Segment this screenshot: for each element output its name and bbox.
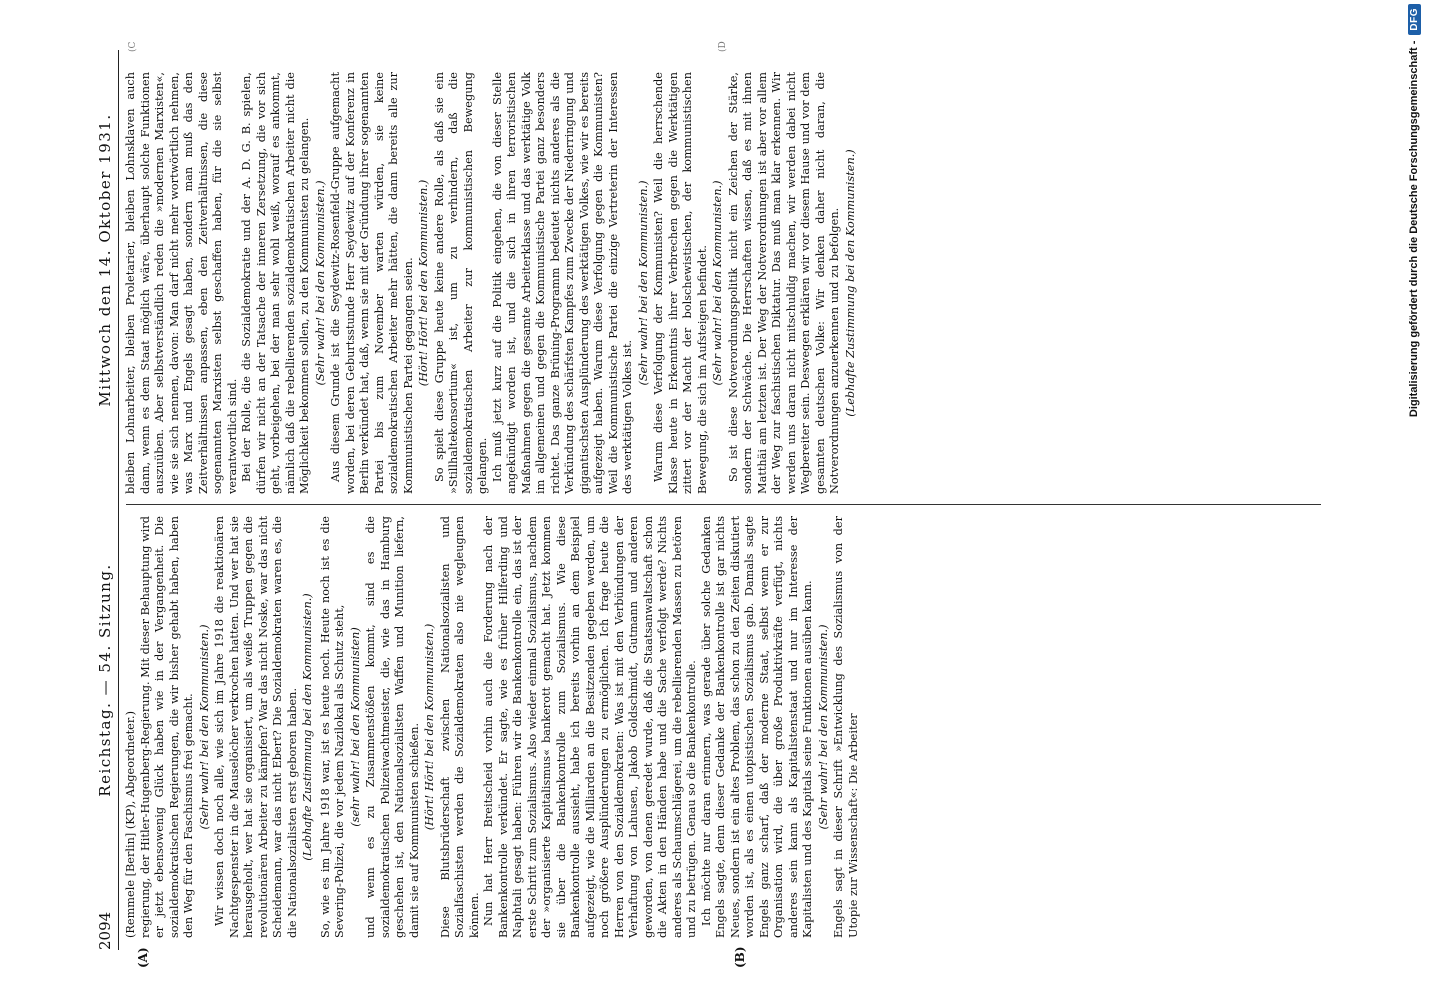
paragraph: regierung, der Hitler-Hugenberg-Regierung. Mit dieser Behauptung wird er jetzt ebensowenig Glück haben wie in der Vergangenheit. Die sozialdemokratischen Regierungen, die wir bisher gehabt haben, haben den Weg für den Faschismus frei gemacht. <box>138 516 195 938</box>
margin-mark-d: (D <box>718 41 728 52</box>
margin-mark-c: (C <box>128 41 138 52</box>
paragraph: bleiben Lohnarbeiter, bleiben Proletarier, bleiben Lohnsklaven auch dann, wenn es dem Staat möglich wäre, überhaupt solche Funktionen auszuüben. Aber selbstverständlich reden die »modernen Marxisten«, wie sie sich nennen, davon: Man darf nicht mehr wortwörtlich nehmen, was Marx und Engels gesagt haben, sondern man muß das den Zeitverhältnissen anpassen, eben den Zeitverhältnissen, die diese sogenannten Marxisten selbst geschaffen haben, für die sie selbst verantwortlich sind. <box>124 72 239 494</box>
interjection: (Lebhafte Zustimmung bei den Kommunisten.) <box>301 593 314 861</box>
page-header <box>84 50 114 950</box>
paragraph: Engels sagt in dieser Schrift »Entwicklung des Sozialismus von der Utopie zur Wissenschaft«: Die Arbeiter <box>832 516 860 938</box>
paragraph: Nun hat Herr Breitscheid vorhin auch die Forderung nach der Bankenkontrolle verkündet. Er sagte, wie es früher Hilferding und Naphtali gesagt haben: Führen wir die Bankenkontrolle ein, das ist der erste Schritt zum Sozialismus. Also wieder einmal Sozialismus, nachdem der »organisierte Kapitalismus« bankerott gemacht hat. Jetzt kommen sie über die Bankenkontrolle zum Sozialismus. Wie diese Bankenkontrolle aussieht, habe ich bereits vorhin an dem Beispiel aufgezeigt, wie die Milliarden an die Besitzenden gegeben werden, um noch größere Ausplünderungen zu ermöglichen. Ich frage heute die Herren von den Sozialdemokraten: Was ist mit den Verbündungen der Verhaftung von Lahusen, Jakob Goldschmidt, Gutmann und anderen geworden, von denen geredet wurde, daß die Staatsanwaltschaft schon die Akten in den Händen habe und die Sache verfolgt werde? Nichts anderes als Schaumschlägerei, um die rebellierenden Massen zu betören und zu betrügen. Genau so die Bankenkontrolle. <box>482 516 698 938</box>
paragraph: So, wie es im Jahre 1918 war, ist es heute noch. Heute noch ist es die Severing-Polizei, die vor jedem Nazilokal als Schutz steht, <box>318 516 346 938</box>
digitization-credit-text: Digitalisierung gefördert durch die Deutsche Forschungsgemeinschaft - <box>1408 40 1420 418</box>
paragraph: Ich möchte nur daran erinnern, was gerade über solche Gedanken Engels sagte, denn dieser Gedanke der Bankenkontrolle ist gar nichts Neues, sondern ist ein altes Problem, das schon zu den Zeiten diskutiert worden ist, als es einen utopistischen Sozialismus gab. Damals sagte Engels ganz scharf, daß der moderne Staat, selbst wenn er zur Organisation wird, die über große Produktivkräfte verfügt, nichts anderes sein kann als Kapitalistenstaat und nur im Interesse der Kapitalisten und des Kapitals seine Funktionen ausüben kann. <box>699 516 814 938</box>
paragraph: Diese Blutsbrüderschaft zwischen Nationalsozialisten und Sozialfaschisten werden die Sozialdemokraten also nie wegleugnen können. <box>438 516 481 938</box>
right-text-column <box>124 72 859 494</box>
paragraph: So ist diese Notverordnungspolitik nicht ein Zeichen der Stärke, sondern der Schwäche. Die Herrschaften wissen, daß es mit ihnen Matthäi am letzten ist. Der Weg der Notverordnungen ist aber vor allem der Weg zur faschistischen Diktatur. Das muß man klar erkennen. Wir werden uns daran nicht mitschuldig machen, wir werden dabei nicht Wegbereiter sein. Deswegen erklären wir vor diesem Hause und vor dem gesamten deutschen Volke: Wir denken daher nicht daran, die Notverordnungen anzuerkennen und zu befolgen. <box>726 72 841 494</box>
paragraph: So spielt diese Gruppe heute keine andere Rolle, als daß sie ein »Stillhaltekonsortium« ist, um zu verhindern, daß die sozialdemokratischen Arbeiter zur kommunistischen Bewegung gelangen. <box>432 72 489 494</box>
dfg-logo-icon: DFG <box>1408 4 1421 35</box>
paragraph: Bei der Rolle, die die Sozialdemokratie und der A. D. G. B. spielen, dürfen wir nicht an der Tatsache der inneren Zersetzung, die vor sich geht, vorbeigehen, bei der man sehr wohl weiß, worauf es ankommt, nämlich daß die rebellierenden sozialdemokratischen Arbeiter nicht die Möglichkeit bekommen sollen, zu den Kommunisten zu gelangen. <box>240 72 311 494</box>
digitization-note-inner <box>1401 4 1427 854</box>
interjection: (sehr wahr! bei den Kommunisten) <box>348 627 362 827</box>
rotated-document-page <box>78 30 1338 970</box>
interjection: (Lebhafte Zustimmung bei den Kommunisten.) <box>843 149 857 417</box>
interjection: (Sehr wahr! bei den Kommunisten.) <box>816 624 830 830</box>
margin-mark-a: (A) <box>136 947 150 968</box>
paragraph: Warum diese Verfolgung der Kommunisten? Weil die herrschende Klasse heute in Erkenntnis ihrer Verbrechen gegen die Werktätigen zittert vor der Macht der bolschewistischen, der kommunistischen Bewegung, die sich im Aufsteigen befindet. <box>652 72 709 494</box>
digitization-note <box>1401 4 1427 854</box>
session-date: Mittwoch den 14. Oktober 1931. <box>96 113 114 407</box>
column-divider <box>126 504 1321 505</box>
page-number: 2094 <box>96 911 114 950</box>
session-title: Reichstag. — 54. Sitzung. <box>96 563 114 797</box>
interjection: (Sehr wahr! bei den Kommunisten.) <box>711 180 724 386</box>
interjection: (Sehr wahr! bei den Kommunisten.) <box>636 180 650 386</box>
paragraph: und wenn es zu Zusammenstößen kommt, sind es die sozialdemokratischen Polizeiwachtmeister, die, wie das in Hamburg geschehen ist, den Nationalsozialisten Waffen und Munition liefern, damit sie auf Kommunisten schießen. <box>364 516 421 938</box>
interjection: (Sehr wahr! bei den Kommunisten.) <box>313 180 327 386</box>
interjection: (Hört! Hört! bei den Kommunisten.) <box>417 179 430 387</box>
header-rule <box>118 50 119 950</box>
interjection: (Sehr wahr! bei den Kommunisten.) <box>197 624 211 830</box>
paragraph: Aus diesem Grunde ist die Seydewitz-Rosenfeld-Gruppe aufgemacht worden, bei deren Geburtsstunde Herr Seydewitz auf der Konferenz in Berlin verkündet hat, daß, wenn sie mit der Gründung ihrer sogenannten Partei bis zum November warten würden, sie keine sozialdemokratischen Arbeiter mehr hätten, die dann bereits alle zur Kommunistischen Partei gegangen seien. <box>329 72 415 494</box>
speaker-line: (Remmele [Berlin] (KP), Abgeordneter.) <box>124 710 137 938</box>
paragraph: Wir wissen doch noch alle, wie sich im Jahre 1918 die reaktionären Nachtgespenster in die Mauselöcher verkrochen hatten. Und wer hat sie herausgeholt, wer hat sie organisiert, um als weiße Truppen gegen die revolutionären Arbeiter zu kämpfen? War das nicht Noske, war das nicht Scheidemann, war das nicht Ebert? Die Sozialdemokraten waren es, die die Nationalsozialisten erst geboren haben. <box>213 516 299 938</box>
interjection: (Hört! Hört! bei den Kommunisten.) <box>423 623 436 831</box>
paragraph: Ich muß jetzt kurz auf die Politik eingehen, die von dieser Stelle angekündigt worden ist, und die sich in ihren terroristischen Maßnahmen gegen die gesamte Arbeiterklasse und das werktätige Volk im allgemeinen und gegen die Kommunistische Partei ganz besonders richtet. Das ganze Brüning-Programm bedeutet nichts anderes als die Verkündung des schärfsten Kampfes zum Zwecke der Niederringung und gigantischsten Ausplünderung des werktätigen Volkes, wie wir es bereits aufgezeigt haben. Warum diese Verfolgung gegen die Kommunisten? Weil die Kommunistische Partei die einzige Vertreterin der Interessen des werktätigen Volkes ist. <box>490 72 634 494</box>
left-text-column <box>124 516 861 938</box>
margin-mark-b: (B) <box>733 946 747 968</box>
